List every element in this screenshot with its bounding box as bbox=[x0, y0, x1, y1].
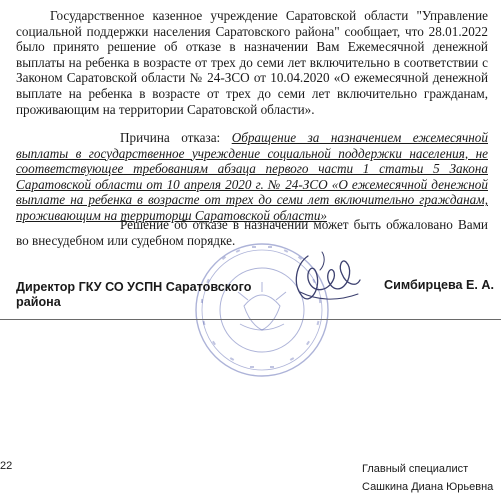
refusal-reason-label: Причина отказа: bbox=[120, 130, 232, 145]
executor-block bbox=[362, 460, 493, 496]
appeal-paragraph: Решение об отказе в назначении может быть обжаловано Вами во внесудебном или судебном порядке. bbox=[16, 217, 488, 248]
footer-left-fragment: 22 bbox=[0, 460, 13, 472]
signature-block bbox=[16, 278, 495, 318]
executor-position: Главный специалист bbox=[362, 463, 469, 475]
executor-name: Сашкина Диана Юрьевна bbox=[362, 481, 494, 493]
director-title: Директор ГКУ СО УСПН Саратовского района bbox=[16, 280, 252, 309]
refusal-reason-text: Обращение за назначением ежемесячной выплаты в государственное учреждение социальной поддержки населения, не соответствующее требованиям абзаца первого части 1 статьи 5 Закона Саратовской области от 10 апреля 2020 г. № 24-ЗСО «О ежемесячной денежной выплате на ребенка в возрасте от трех до семи лет включительно гражданам, проживающим на территории Саратовской области» bbox=[16, 130, 488, 223]
decision-paragraph: Государственное казенное учреждение Саратовской области "Управление социальной поддержки населения Саратовского района" сообщает, что 28.01.2022 было принято решение об отказе в назначении Вам Ежемесячной денежной выплаты на ребенка в возрасте от трех до семи лет включительно в соответствии с Законом Саратовской области № 24-ЗСО от 10.04.2020 «О ежемесячной денежной выплате на ребенка в возрасте от трех до семи лет включительно гражданам, проживающим на территории Саратовской области». bbox=[16, 8, 488, 117]
divider bbox=[0, 319, 501, 320]
refusal-reason-paragraph bbox=[16, 130, 488, 224]
director-name: Симбирцева Е. А. bbox=[384, 278, 495, 292]
